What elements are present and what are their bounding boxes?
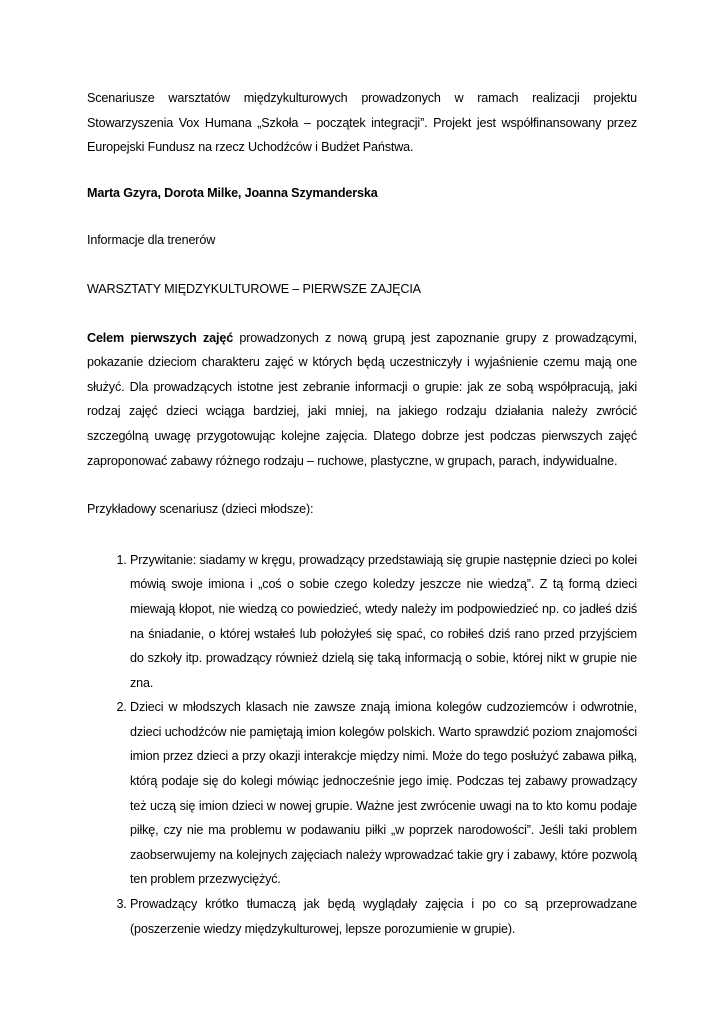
list-item: 2. Dzieci w młodszych klasach nie zawsze znają imiona kolegów cudzoziemców i odwrotnie, dzieci uchodźców nie pamiętają imion kolegów polskich. Warto sprawdzić poziom znajomości imion przez dzieci a przy okazji interakcje między nimi. Może do tego posłużyć zabawa piłką, którą podaje się do kolegi mówiąc jednocześnie jego imię. Podczas tej zabawy prowadzący też uczą się imion dzieci w nowej grupie. Ważne jest zwrócenie uwagi na to kto komu podaje piłkę, czy nie ma problemu w podawaniu piłki „w poprzek narodowości”. Jeśli taki problem zaobserwujemy na kolejnych zajęciach należy wprowadzać takie gry i zabawy, które pozwolą ten problem przezwyciężyć. xyxy=(130,695,637,892)
list-item: 3. Prowadzący krótko tłumaczą jak będą wyglądały zajęcia i po co są przeprowadzane (poszerzenie wiedzy międzykulturowej, lepsze porozumienie w grupie). xyxy=(130,892,637,941)
goal-paragraph xyxy=(87,326,637,474)
goal-text: prowadzonych z nową grupą jest zapoznanie grupy z prowadzącymi, pokazanie dzieciom charakteru zajęć w których będą uczestniczyły i wyjaśnienie czemu mają one służyć. Dla prowadzących istotne jest zebranie informacji o grupie: jak ze sobą współpracują, jaki rodzaj zajęć dzieci wciąga bardziej, jaki mniej, na jakiego rodzaju działania należy zwrócić szczególną uwagę przygotowując kolejne zajęcia. Dlatego dobrze jest podczas pierwszych zajęć zaproponować zabawy różnego rodzaju – ruchowe, plastyczne, w grupach, parach, indywidualne. xyxy=(87,330,637,468)
scenario-heading: Przykładowy scenariusz (dzieci młodsze): xyxy=(87,502,314,517)
authors-line: Marta Gzyra, Dorota Milke, Joanna Szymanderska xyxy=(87,185,378,200)
scenario-steps-list xyxy=(87,548,637,942)
goal-bold-lead: Celem pierwszych zajęć xyxy=(87,330,234,345)
info-heading: Informacje dla trenerów xyxy=(87,233,216,248)
list-item: 1. Przywitanie: siadamy w kręgu, prowadzący przedstawiają się grupie następnie dzieci po kolei mówią swoje imiona i „coś o sobie czego koledzy jeszcze nie wiedzą”. Z tą formą dzieci miewają kłopot, nie wiedzą co powiedzieć, wtedy należy im podpowiedzieć np. co jadłeś dziś na śniadanie, o której wstałeś lub położyłeś się spać, co robiłeś dziś rano przed przyjściem do szkoły itp. prowadzący również dzielą się taką informacją o sobie, której nikt w grupie nie zna. xyxy=(130,548,637,696)
section-title: WARSZTATY MIĘDZYKULTUROWE – PIERWSZE ZAJĘCIA xyxy=(87,281,421,296)
intro-paragraph: Scenariusze warsztatów międzykulturowych prowadzonych w ramach realizacji projektu Stowarzyszenia Vox Humana „Szkoła – początek integracji”. Projekt jest współfinansowany przez Europejski Fundusz na rzecz Uchodźców i Budżet Państwa. xyxy=(87,91,637,155)
document-page xyxy=(87,86,637,941)
